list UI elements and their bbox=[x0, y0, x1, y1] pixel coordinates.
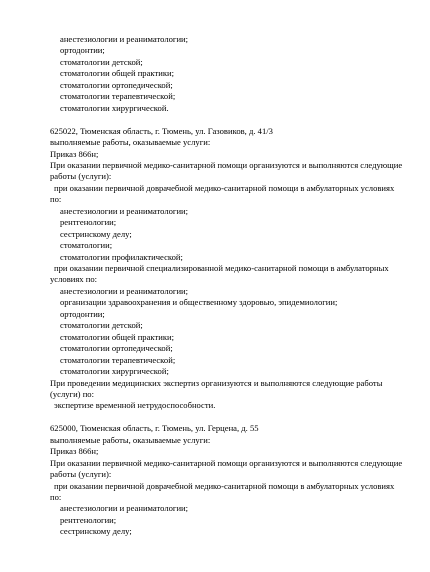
document-line: сестринскому делу; bbox=[60, 228, 132, 239]
document-line: работы (услуги): bbox=[50, 171, 112, 182]
document-line: стоматологии ортопедической; bbox=[60, 343, 173, 354]
document-line: стоматологии общей практики; bbox=[60, 68, 174, 79]
document-line: стоматологии; bbox=[60, 240, 113, 251]
document-line: при оказании первичной специализированной медико-санитарной помощи в амбулаторных bbox=[54, 263, 389, 273]
document-line: работы (услуги): bbox=[50, 469, 112, 480]
document-line: 625022, Тюменская область, г. Тюмень, ул. Газовиков, д. 41/3 bbox=[50, 125, 273, 136]
document-line: анестезиологии и реаниматологии; bbox=[60, 34, 189, 44]
document-line: стоматологии терапевтической; bbox=[60, 354, 176, 365]
document-line: выполняемые работы, оказываемые услуги: bbox=[50, 434, 211, 445]
document-line: При оказании первичной медико-санитарной помощи организуются и выполняются следующие bbox=[50, 159, 403, 170]
document-line: стоматологии детской; bbox=[60, 320, 143, 331]
document-line: организации здравоохранения и общественному здоровью, эпидемиологии; bbox=[60, 297, 338, 308]
document-line: при оказании первичной доврачебной медико-санитарной помощи в амбулаторных условиях bbox=[54, 480, 395, 491]
document-line: 625000, Тюменская область, г. Тюмень, ул. Герцена, д. 55 bbox=[50, 423, 259, 434]
document-line: стоматологии общей практики; bbox=[60, 331, 174, 342]
document-line: рентгенологии; bbox=[60, 217, 117, 228]
document-line: стоматологии хирургической; bbox=[60, 366, 169, 377]
document-line: анестезиологии и реаниматологии; bbox=[60, 205, 189, 216]
document-line: (услуги) по: bbox=[50, 388, 94, 399]
document-line: сестринскому делу; bbox=[60, 526, 132, 537]
document-line: стоматологии ортопедической; bbox=[60, 79, 173, 90]
document-line: рентгенологии; bbox=[60, 514, 117, 525]
document-line: ортодонтии; bbox=[60, 308, 105, 319]
document-line: выполняемые работы, оказываемые услуги: bbox=[50, 137, 211, 148]
document-line: стоматологии детской; bbox=[60, 56, 143, 67]
document-line: Приказ 866н; bbox=[50, 446, 99, 457]
document-line: экспертизе временной нетрудоспособности. bbox=[54, 400, 216, 411]
document-line: При проведении медицинских экспертиз организуются и выполняются следующие работы bbox=[50, 377, 383, 388]
document-line: стоматологии профилактической; bbox=[60, 251, 183, 262]
document-line: анестезиологии и реаниматологии; bbox=[60, 285, 189, 296]
document-line: условиях по: bbox=[50, 274, 98, 285]
document-line: по: bbox=[50, 194, 62, 205]
document-line: анестезиологии и реаниматологии; bbox=[60, 503, 189, 514]
document-line: Приказ 866н; bbox=[50, 148, 99, 159]
document-line: ортодонтии; bbox=[60, 45, 105, 56]
document-line: при оказании первичной доврачебной медико-санитарной помощи в амбулаторных условиях bbox=[54, 182, 395, 193]
document-line: по: bbox=[50, 492, 62, 502]
document-line: стоматологии терапевтической; bbox=[60, 91, 176, 102]
document-line: При оказании первичной медико-санитарной помощи организуются и выполняются следующие bbox=[50, 457, 403, 468]
document-line: стоматологии хирургической. bbox=[60, 102, 169, 113]
